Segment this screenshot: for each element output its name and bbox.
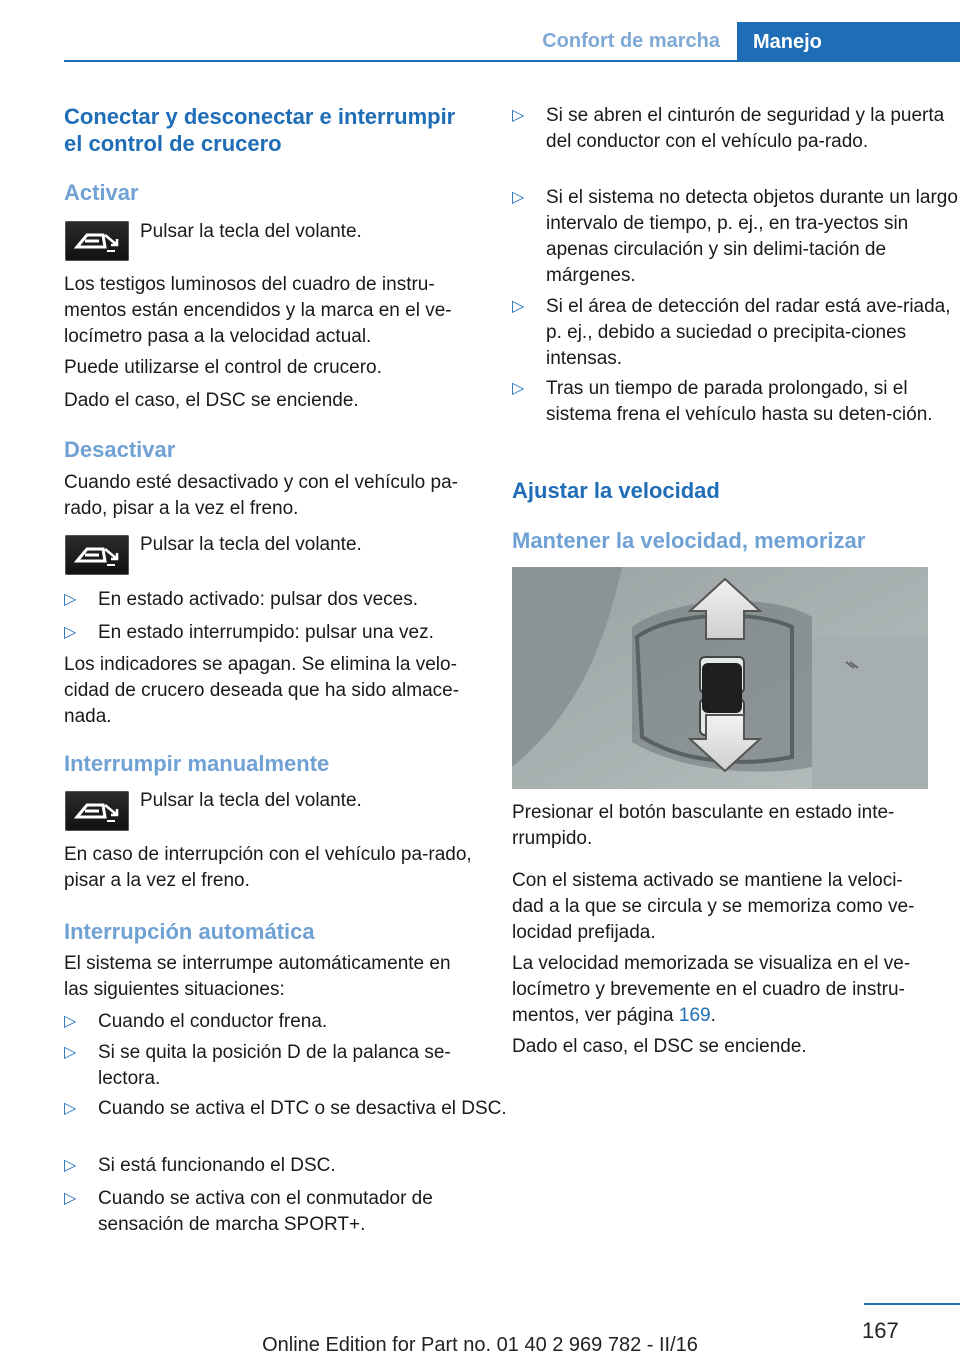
triangle-bullet-icon: ▷ (512, 380, 525, 397)
triangle-bullet-icon: ▷ (64, 624, 77, 641)
deactivate-key-text: Pulsar la tecla del volante. (140, 534, 362, 555)
list-item: ▷ Si se abren el cinturón de seguridad y la puerta del conductor con el vehículo pa-rado. (512, 105, 945, 152)
header-rule (64, 60, 960, 62)
page-reference-link[interactable]: 169 (678, 1005, 711, 1026)
auto-heading: Interrupción automática (64, 919, 315, 944)
deactivate-paragraph-1: Cuando esté desactivado y con el vehículo pa-rado, pisar a la vez el freno. (64, 472, 458, 519)
triangle-bullet-icon: ▷ (512, 189, 525, 206)
list-item: ▷ Si se quita la posición D de la palanca se-lectora. (64, 1042, 451, 1089)
steering-wheel-rocker-switch-photo (512, 567, 928, 789)
activate-paragraph-2: Puede utilizarse el control de crucero. (64, 357, 382, 378)
triangle-bullet-icon: ▷ (512, 107, 525, 124)
triangle-bullet-icon: ▷ (64, 1013, 77, 1030)
speed-heading: Mantener la velocidad, memorizar (512, 528, 866, 553)
triangle-bullet-icon: ▷ (64, 1100, 77, 1117)
page-number: 167 (862, 1318, 899, 1343)
list-item: ▷ Si el área de detección del radar está ave-riada, p. ej., debido a suciedad o precipita-ciones intensas. (512, 296, 951, 369)
cruise-control-key-icon (65, 221, 129, 261)
header-chapter-tab[interactable]: Manejo (737, 22, 960, 62)
list-item: ▷ En estado interrumpido: pulsar una vez. (64, 620, 510, 646)
deactivate-paragraph-2: Los indicadores se apagan. Se elimina la velo-cidad de crucero deseada que ha sido almace-nada. (64, 654, 460, 727)
cruise-control-key-icon (65, 535, 129, 575)
header-section-tab[interactable]: Confort de marcha (542, 30, 720, 52)
triangle-bullet-icon: ▷ (64, 1190, 77, 1207)
speed-paragraph-4: Dado el caso, el DSC se enciende. (512, 1036, 807, 1057)
list-item: ▷ Cuando se activa el DTC o se desactiva el DSC. (64, 1096, 510, 1122)
speed-title: Ajustar la velocidad (512, 478, 720, 503)
deactivate-heading: Desactivar (64, 437, 176, 462)
activate-heading: Activar (64, 180, 139, 205)
triangle-bullet-icon: ▷ (512, 298, 525, 315)
page-number-rule (864, 1303, 960, 1305)
activate-paragraph-1: Los testigos luminosos del cuadro de instru-mentos están encendidos y la marca en el ve-locímetro pasa a la velocidad actual. (64, 274, 452, 347)
list-item: ▷ Si está funcionando el DSC. (64, 1153, 510, 1179)
list-item: ▷ Tras un tiempo de parada prolongado, si el sistema frena el vehículo hasta su deten-ción. (512, 378, 933, 425)
manual-key-text: Pulsar la tecla del volante. (140, 790, 362, 811)
section-title: Conectar y desconectar e interrumpir el control de crucero (64, 104, 456, 156)
triangle-bullet-icon: ▷ (64, 591, 77, 608)
manual-paragraph-1: En caso de interrupción con el vehículo pa-rado, pisar a la vez el freno. (64, 844, 472, 891)
list-item: ▷ Cuando se activa con el conmutador de sensación de marcha SPORT+. (64, 1188, 433, 1235)
speed-paragraph-2: Con el sistema activado se mantiene la veloci-dad a la que se circula y se memoriza como ve-locidad prefijada. (512, 870, 915, 943)
activate-key-text: Pulsar la tecla del volante. (140, 221, 362, 242)
list-item: ▷ En estado activado: pulsar dos veces. (64, 587, 510, 613)
auto-paragraph-1: El sistema se interrumpe automáticamente en las siguientes situaciones: (64, 953, 451, 1000)
footer-edition-text: Online Edition for Part no. 01 40 2 969 782 - II/16 (262, 1334, 698, 1356)
cruise-control-key-icon (65, 791, 129, 831)
list-item: ▷ Si el sistema no detecta objetos durante un largo intervalo de tiempo, p. ej., en tra-yectos sin apenas circulación y sin delimi-tación de márgenes. (512, 187, 958, 286)
triangle-bullet-icon: ▷ (64, 1157, 77, 1174)
list-item: ▷ Cuando el conductor frena. (64, 1009, 510, 1035)
speed-paragraph-3: La velocidad memorizada se visualiza en el ve-locímetro y brevemente en el cuadro de instru-mentos, ver página 169. (512, 953, 911, 1026)
manual-heading: Interrumpir manualmente (64, 751, 330, 776)
activate-paragraph-3: Dado el caso, el DSC se enciende. (64, 390, 359, 411)
speed-paragraph-1: Presionar el botón basculante en estado inte-rrumpido. (512, 802, 895, 849)
triangle-bullet-icon: ▷ (64, 1044, 77, 1061)
